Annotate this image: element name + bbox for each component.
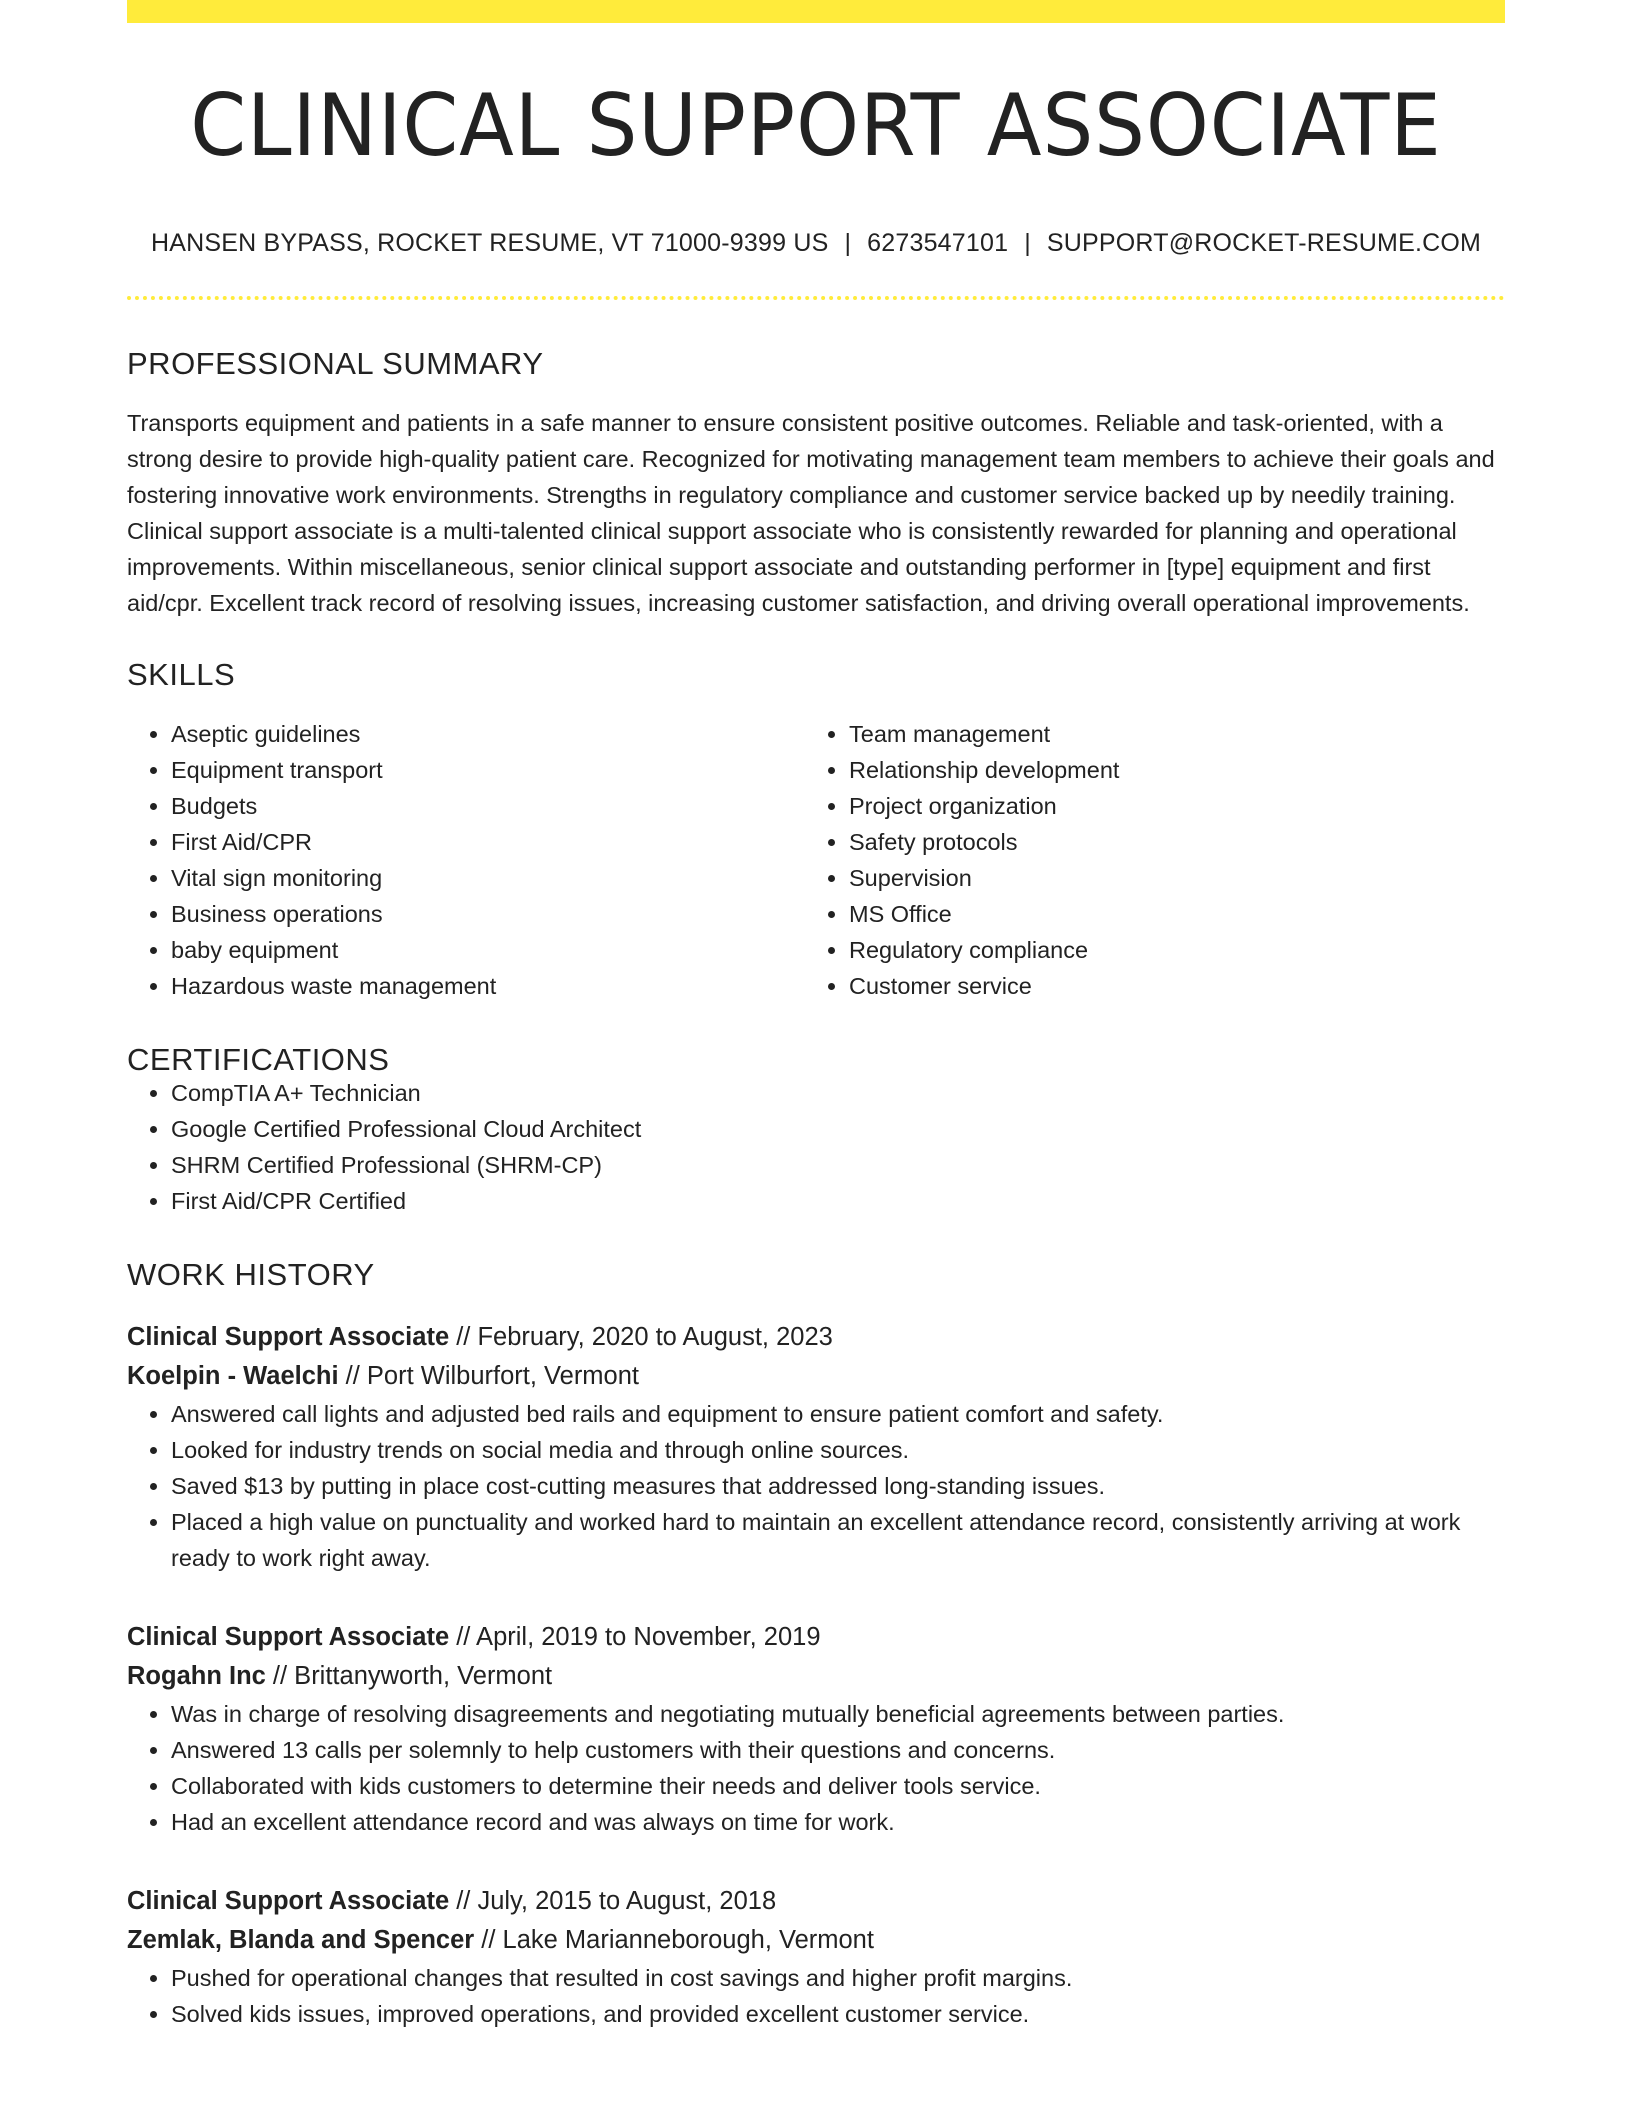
skill-item: • Supervision	[849, 860, 1483, 896]
skill-item: • Hazardous waste management	[171, 968, 805, 1004]
job-duties-list	[127, 1696, 1505, 1840]
job-duty: • Pushed for operational changes that resulted in cost savings and higher profit margins.	[171, 1960, 1505, 1996]
job-dates: // February, 2020 to August, 2023	[449, 1323, 833, 1351]
job-title: Clinical Support Associate	[127, 1323, 450, 1351]
skill-item: • baby equipment	[171, 932, 805, 968]
job-duty: • Looked for industry trends on social media and through online sources.	[171, 1432, 1505, 1468]
job-title: Clinical Support Associate	[127, 1887, 450, 1915]
job-dates: // April, 2019 to November, 2019	[449, 1623, 821, 1651]
resume-title: CLINICAL SUPPORT ASSOCIATE	[190, 76, 1442, 176]
skill-item: • Vital sign monitoring	[171, 860, 805, 896]
job-company-line	[127, 1357, 1505, 1396]
job-title-line	[127, 1318, 1505, 1357]
skills-grid	[127, 716, 1505, 1004]
job-entry	[127, 1318, 1505, 1576]
certifications-heading: CERTIFICATIONS	[127, 1042, 390, 1077]
skills-column-right	[805, 716, 1483, 1004]
job-duties-list	[127, 1396, 1505, 1576]
job-company: Zemlak, Blanda and Spencer	[127, 1926, 475, 1954]
contact-separator: |	[1024, 229, 1031, 257]
skill-item: • Budgets	[171, 788, 805, 824]
summary-heading: PROFESSIONAL SUMMARY	[127, 346, 544, 381]
job-location: // Lake Marianneborough, Vermont	[474, 1926, 874, 1954]
job-title-line	[127, 1882, 1505, 1921]
skills-heading: SKILLS	[127, 657, 236, 692]
contact-email[interactable]: SUPPORT@ROCKET-RESUME.COM	[1046, 229, 1482, 257]
job-duty: • Saved $13 by putting in place cost-cutting measures that addressed long-standing issues.	[171, 1468, 1505, 1504]
skill-item: • Regulatory compliance	[849, 932, 1483, 968]
certifications-list	[127, 1075, 1505, 1219]
certification-item: • SHRM Certified Professional (SHRM-CP)	[171, 1147, 1505, 1183]
job-title-line	[127, 1618, 1505, 1657]
job-duty: • Was in charge of resolving disagreements and negotiating mutually beneficial agreements between parties.	[171, 1696, 1505, 1732]
skill-item: • Equipment transport	[171, 752, 805, 788]
job-duty: • Solved kids issues, improved operations, and provided excellent customer service.	[171, 1996, 1505, 2032]
skills-list-right	[805, 716, 1483, 1004]
dotted-divider	[127, 296, 1505, 300]
job-duty: • Answered call lights and adjusted bed rails and equipment to ensure patient comfort and safety.	[171, 1396, 1505, 1432]
job-company-line	[127, 1657, 1505, 1696]
skills-list-left	[127, 716, 805, 1004]
skill-item: • MS Office	[849, 896, 1483, 932]
work-history-heading: WORK HISTORY	[127, 1257, 375, 1292]
job-duty: • Collaborated with kids customers to determine their needs and deliver tools service.	[171, 1768, 1505, 1804]
job-location: // Port Wilburfort, Vermont	[338, 1362, 639, 1390]
certification-item: • First Aid/CPR Certified	[171, 1183, 1505, 1219]
summary-text: Transports equipment and patients in a safe manner to ensure consistent positive outcomes. Reliable and task-oriented, with a strong desire to provide high-quality patient care. Recognized for motivating management team members to achieve their goals and fostering innovative work environments. Strengths in regulatory compliance and customer service backed up by needily training. Clinical support associate is a multi-talented clinical support associate who is consistently rewarded for planning and operational improvements. Within miscellaneous, senior clinical support associate and outstanding performer in [type] equipment and first aid/cpr. Excellent track record of resolving issues, increasing customer satisfaction, and driving overall operational improvements.	[127, 410, 1495, 616]
job-duty: • Placed a high value on punctuality and worked hard to maintain an excellent attendance record, consistently arriving at work ready to work right away.	[171, 1504, 1505, 1576]
certification-item: • CompTIA A+ Technician	[171, 1075, 1505, 1111]
job-company-line	[127, 1921, 1505, 1960]
skill-item: • Business operations	[171, 896, 805, 932]
skill-item: • Project organization	[849, 788, 1483, 824]
skill-item: • Relationship development	[849, 752, 1483, 788]
skill-item: • Safety protocols	[849, 824, 1483, 860]
accent-top-bar	[127, 0, 1505, 23]
job-title: Clinical Support Associate	[127, 1623, 450, 1651]
job-duties-list	[127, 1960, 1505, 2032]
resume-page	[127, 0, 1505, 2032]
job-location: // Brittanyworth, Vermont	[265, 1662, 553, 1690]
skill-item: • Team management	[849, 716, 1483, 752]
job-entry	[127, 1618, 1505, 1840]
job-dates: // July, 2015 to August, 2018	[449, 1887, 777, 1915]
job-duty: • Had an excellent attendance record and was always on time for work.	[171, 1804, 1505, 1840]
job-duty: • Answered 13 calls per solemnly to help customers with their questions and concerns.	[171, 1732, 1505, 1768]
skill-item: • Aseptic guidelines	[171, 716, 805, 752]
skill-item: • First Aid/CPR	[171, 824, 805, 860]
job-company: Koelpin - Waelchi	[127, 1362, 339, 1390]
contact-separator: |	[844, 229, 852, 257]
skill-item: • Customer service	[849, 968, 1483, 1004]
job-company: Rogahn Inc	[127, 1662, 266, 1690]
contact-phone: 6273547101	[867, 229, 1009, 257]
contact-line	[127, 231, 1505, 256]
skills-column-left	[127, 716, 805, 1004]
job-entry	[127, 1882, 1505, 2032]
contact-address: HANSEN BYPASS, ROCKET RESUME, VT 71000-9399 US	[150, 229, 829, 257]
certification-item: • Google Certified Professional Cloud Architect	[171, 1111, 1505, 1147]
